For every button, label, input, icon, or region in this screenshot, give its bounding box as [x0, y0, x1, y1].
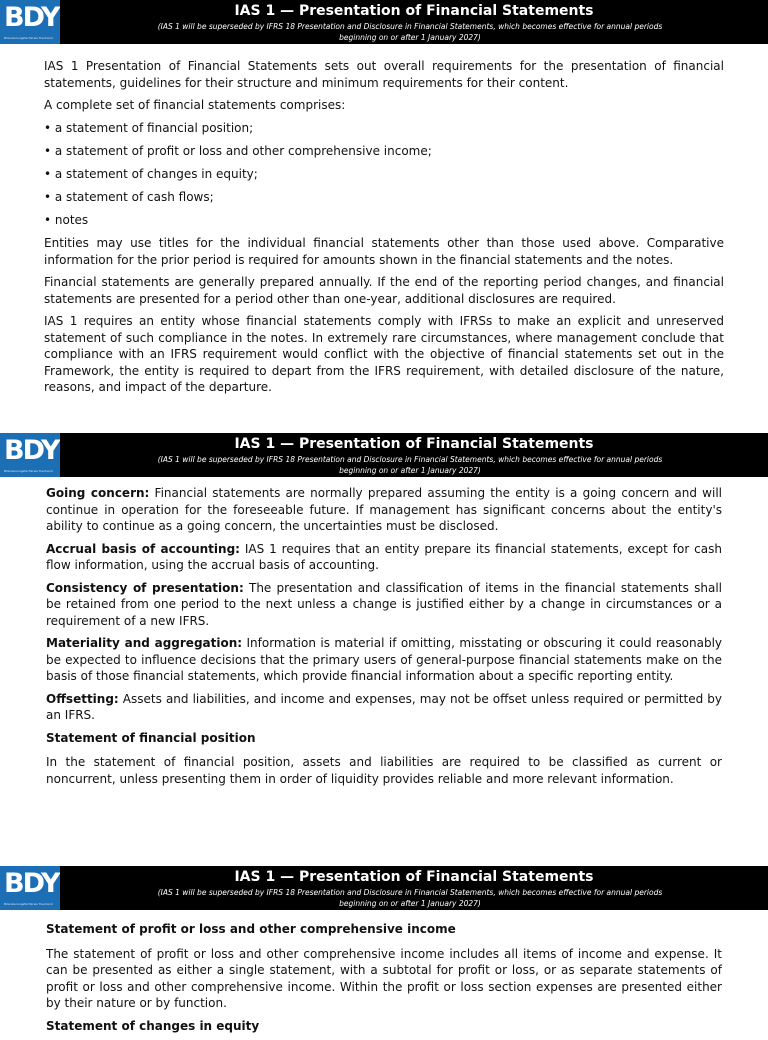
paragraph: Financial statements are generally prepared annually. If the end of the reporting period changes, and financial statements are presented for a period other than one-year, additional disclosures are required.	[44, 275, 724, 306]
bdy-logo	[0, 866, 60, 910]
bdy-logo	[0, 433, 60, 477]
logo-text: BDY	[4, 2, 59, 33]
principle-term: Offsetting:	[46, 691, 119, 706]
bdy-logo	[0, 0, 60, 44]
section-heading: Statement of profit or loss and other comprehensive income	[46, 922, 456, 936]
principle-item	[46, 635, 722, 685]
section-heading: Statement of changes in equity	[46, 1018, 260, 1033]
slide-1	[0, 0, 768, 420]
list-intro: A complete set of financial statements comprises:	[44, 98, 346, 112]
slide-header	[0, 866, 768, 910]
section-heading: Statement of financial position	[46, 730, 256, 745]
slide-body	[46, 921, 722, 1040]
slide-subtitle: (IAS 1 will be superseded by IFRS 18 Presentation and Disclosure in Financial Statements, which becomes effective for annual periods beginning on or after 1 January 2027)	[157, 455, 663, 475]
slide-body	[46, 485, 722, 793]
principle-term: Going concern:	[46, 486, 150, 500]
bullet-item: • notes	[44, 213, 89, 227]
logo-text: BDY	[4, 435, 59, 466]
principle-text: Financial statements are normally prepared assuming the entity is a going concern and will continue in operation for the foreseeable future. If management has significant concerns about the entity's ability to continue as a going concern, the uncertainties must be disclosed.	[46, 486, 722, 533]
principle-item	[46, 580, 722, 630]
principle-term: Accrual basis of accounting:	[46, 541, 240, 556]
logo-tagline: Bilanzierungsfachkreis Treuhand	[4, 902, 53, 906]
bullet-item: • a statement of financial position;	[44, 121, 254, 135]
logo-tagline: Bilanzierungsfachkreis Treuhand	[4, 469, 53, 473]
logo-text: BDY	[4, 868, 59, 899]
principle-text: Assets and liabilities, and income and expenses, may not be offset unless required or permitted by an IFRS.	[46, 691, 722, 722]
slide-header	[0, 0, 768, 44]
principle-item	[46, 485, 722, 535]
bullet-item: • a statement of profit or loss and other comprehensive income;	[44, 144, 432, 158]
bullet-item: • a statement of cash flows;	[44, 190, 214, 204]
principle-term: Consistency of presentation:	[46, 580, 244, 595]
slide-title: IAS 1 — Presentation of Financial Statements	[234, 3, 594, 19]
principle-item	[46, 541, 722, 574]
principle-text: Information is material if omitting, misstating or obscuring it could reasonably be expected to influence decisions that the primary users of general-purpose financial statements make on the basis of those financial statements, which provide financial information about a specific reporting entity.	[46, 636, 723, 683]
slide-body	[44, 58, 724, 402]
principle-term: Materiality and aggregation:	[46, 636, 243, 650]
slide-subtitle: (IAS 1 will be superseded by IFRS 18 Presentation and Disclosure in Financial Statements, which becomes effective for annual periods beginning on or after 1 January 2027)	[157, 888, 663, 908]
slide-title: IAS 1 — Presentation of Financial Statements	[234, 436, 594, 452]
intro-paragraph: IAS 1 Presentation of Financial Statements sets out overall requirements for the presentation of financial statements, guidelines for their structure and minimum requirements for their content.	[44, 59, 724, 90]
principle-text: The presentation and classification of items in the financial statements shall be retained from one period to the next unless a change is justified either by a change in circumstances or a requirement of a new IFRS.	[46, 580, 722, 628]
slide-title: IAS 1 — Presentation of Financial Statements	[234, 869, 594, 885]
slide-subtitle: (IAS 1 will be superseded by IFRS 18 Presentation and Disclosure in Financial Statements, which becomes effective for annual periods beginning on or after 1 January 2027)	[157, 22, 663, 42]
paragraph: In the statement of financial position, assets and liabilities are required to be classified as current or noncurrent, unless presenting them in order of liquidity provides reliable and more relevant information.	[46, 755, 722, 786]
paragraph: IAS 1 requires an entity whose financial statements comply with IFRSs to make an explicit and unreserved statement of such compliance in the notes. In extremely rare circumstances, where management conclude that compliance with an IFRS requirement would conflict with the objective of financial statements set out in the Framework, the entity is required to depart from the IFRS requirement, with detailed disclosure of the nature, reasons, and impact of the departure.	[44, 314, 724, 394]
principle-text: IAS 1 requires that an entity prepare its financial statements, except for cash flow information, using the accrual basis of accounting.	[46, 541, 722, 572]
paragraph: Entities may use titles for the individual financial statements other than those used above. Comparative information for the prior period is required for amounts shown in the financial statements and the notes.	[44, 236, 724, 267]
paragraph: The statement of profit or loss and other comprehensive income includes all items of income and expense. It can be presented as either a single statement, with a subtotal for profit or loss, or as separate statements of profit or loss and other comprehensive income. Within the profit or loss section expenses are presented either by their nature or by function.	[46, 946, 722, 1010]
slide-header	[0, 433, 768, 477]
principle-item	[46, 691, 722, 724]
bullet-item: • a statement of changes in equity;	[44, 167, 258, 181]
slide-2	[0, 433, 768, 853]
logo-tagline: Bilanzierungsfachkreis Treuhand	[4, 36, 53, 40]
slide-3	[0, 866, 768, 1033]
